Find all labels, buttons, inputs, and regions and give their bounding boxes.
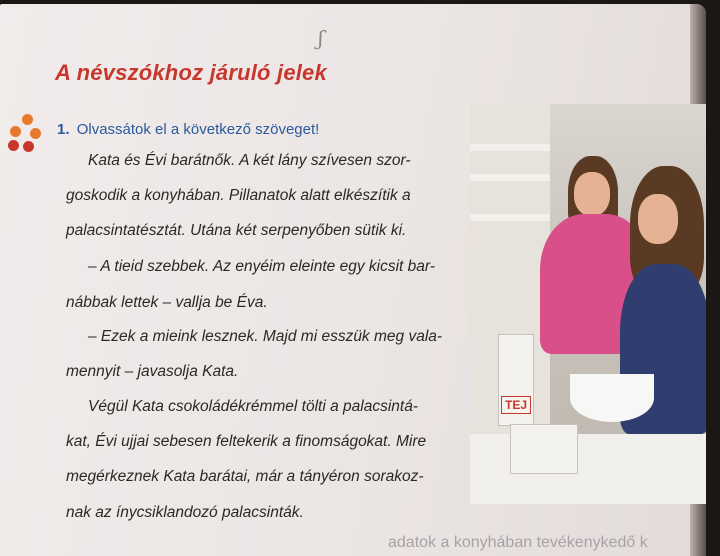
pencil-mark: ʃ: [318, 26, 324, 50]
passage-line: Végül Kata csokoládékrémmel tölti a palacsintá-: [88, 398, 418, 415]
page-title: A névszókhoz járuló jelek: [55, 60, 327, 85]
passage-line: kat, Évi ujjai sebesen feltekerik a finomságokat. Mire: [66, 433, 427, 450]
kitchen-photo: [470, 104, 706, 504]
passage-line: nak az ínycsiklandozó palacsinták.: [66, 504, 304, 521]
photo-egg-carton: [510, 424, 578, 474]
task-dots-icon: [8, 114, 48, 154]
task-number: 1.: [57, 121, 70, 138]
photo-girl-face: [638, 194, 678, 244]
photo-girl-face: [574, 172, 610, 216]
photo-shelf: [470, 174, 550, 181]
photo-shelf: [470, 144, 550, 151]
passage-line: – Ezek a mieink lesznek. Majd mi esszük meg vala-: [88, 328, 443, 345]
passage-line: – A tieid szebbek. Az enyéim eleinte egy kicsit bar-: [88, 258, 435, 275]
task-instruction: [57, 121, 319, 138]
next-task-partial-text: adatok a konyhában tevékenykedő k: [388, 534, 648, 551]
photo-counter: [470, 434, 706, 504]
passage-line: Kata és Évi barátnők. A két lány szívesen szor-: [88, 152, 411, 169]
milk-label: TEJ: [501, 396, 531, 414]
passage-line: goskodik a konyhában. Pillanatok alatt elkészítik a: [66, 187, 411, 204]
passage-line: palacsintatésztát. Utána két serpenyőben sütik ki.: [66, 222, 407, 239]
textbook-page: [0, 4, 706, 556]
photo-shelf: [470, 214, 550, 221]
photo-bowl: [570, 374, 654, 422]
passage-line: nábbak lettek – vallja be Éva.: [66, 294, 268, 311]
task-text: Olvassátok el a következő szöveget!: [76, 121, 320, 138]
passage-line: mennyit – javasolja Kata.: [66, 363, 239, 380]
passage-line: megérkeznek Kata barátai, már a tányéron sorakoz-: [66, 468, 424, 485]
